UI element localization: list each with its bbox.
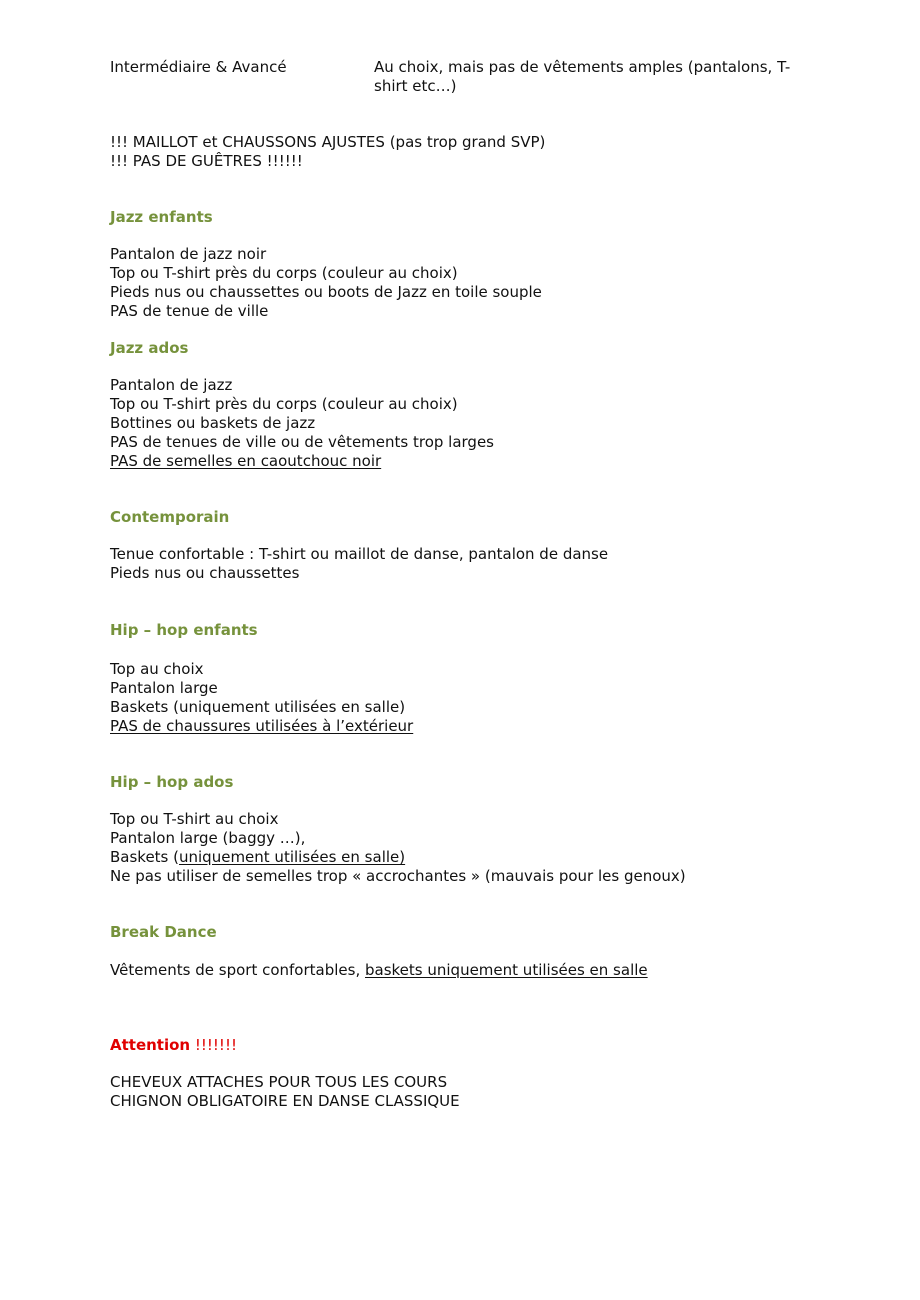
section-title-jazz-ados: Jazz ados	[110, 339, 189, 357]
attention-line: CHIGNON OBLIGATOIRE EN DANSE CLASSIQUE	[110, 1092, 460, 1110]
list-item: Pantalon large (baggy …),	[110, 829, 306, 847]
list-item	[110, 961, 648, 980]
list-item	[110, 848, 405, 867]
section-title-break-dance: Break Dance	[110, 923, 217, 941]
list-item-prefix: Baskets (	[110, 848, 179, 866]
list-item: Pantalon de jazz	[110, 376, 233, 394]
section-title-contemporain: Contemporain	[110, 508, 230, 526]
list-item: Top ou T-shirt au choix	[110, 810, 279, 828]
attention-marks: !!!!!!!	[190, 1036, 237, 1054]
list-item: Tenue confortable : T-shirt ou maillot de danse, pantalon de danse	[110, 545, 609, 563]
attention-title: Attention	[110, 1036, 191, 1054]
list-item: Pantalon de jazz noir	[110, 245, 267, 263]
level-desc-line1: Au choix, mais pas de vêtements amples (pantalons, T-	[374, 58, 791, 76]
list-item-prefix: Vêtements de sport confortables,	[110, 961, 365, 979]
warning-line: !!! PAS DE GUÊTRES !!!!!!	[110, 152, 303, 170]
list-item-underlined: PAS de chaussures utilisées à l’extérieur	[110, 717, 414, 735]
list-item: Top au choix	[110, 660, 204, 678]
section-title-jazz-enfants: Jazz enfants	[110, 208, 213, 226]
level-desc-line2: shirt etc…)	[374, 77, 457, 95]
list-item-underlined-part: uniquement utilisées en salle)	[179, 848, 406, 866]
warning-line: !!! MAILLOT et CHAUSSONS AJUSTES (pas trop grand SVP)	[110, 133, 546, 151]
list-item: Baskets (uniquement utilisées en salle)	[110, 698, 406, 716]
list-item: Pantalon large	[110, 679, 218, 697]
list-item-underlined: PAS de semelles en caoutchouc noir	[110, 452, 382, 470]
list-item: Ne pas utiliser de semelles trop « accrochantes » (mauvais pour les genoux)	[110, 867, 686, 885]
list-item: Bottines ou baskets de jazz	[110, 414, 316, 432]
list-item: PAS de tenues de ville ou de vêtements trop larges	[110, 433, 494, 451]
section-title-hiphop-enfants: Hip – hop enfants	[110, 621, 258, 639]
list-item: Pieds nus ou chaussettes ou boots de Jazz en toile souple	[110, 283, 542, 301]
level-label: Intermédiaire & Avancé	[110, 58, 287, 76]
attention-heading	[110, 1036, 237, 1055]
section-title-hiphop-ados: Hip – hop ados	[110, 773, 234, 791]
list-item: Top ou T-shirt près du corps (couleur au choix)	[110, 264, 458, 282]
list-item-underlined-part: baskets uniquement utilisées en salle	[365, 961, 648, 979]
list-item: PAS de tenue de ville	[110, 302, 269, 320]
list-item: Pieds nus ou chaussettes	[110, 564, 300, 582]
list-item: Top ou T-shirt près du corps (couleur au choix)	[110, 395, 458, 413]
attention-line: CHEVEUX ATTACHES POUR TOUS LES COURS	[110, 1073, 448, 1091]
